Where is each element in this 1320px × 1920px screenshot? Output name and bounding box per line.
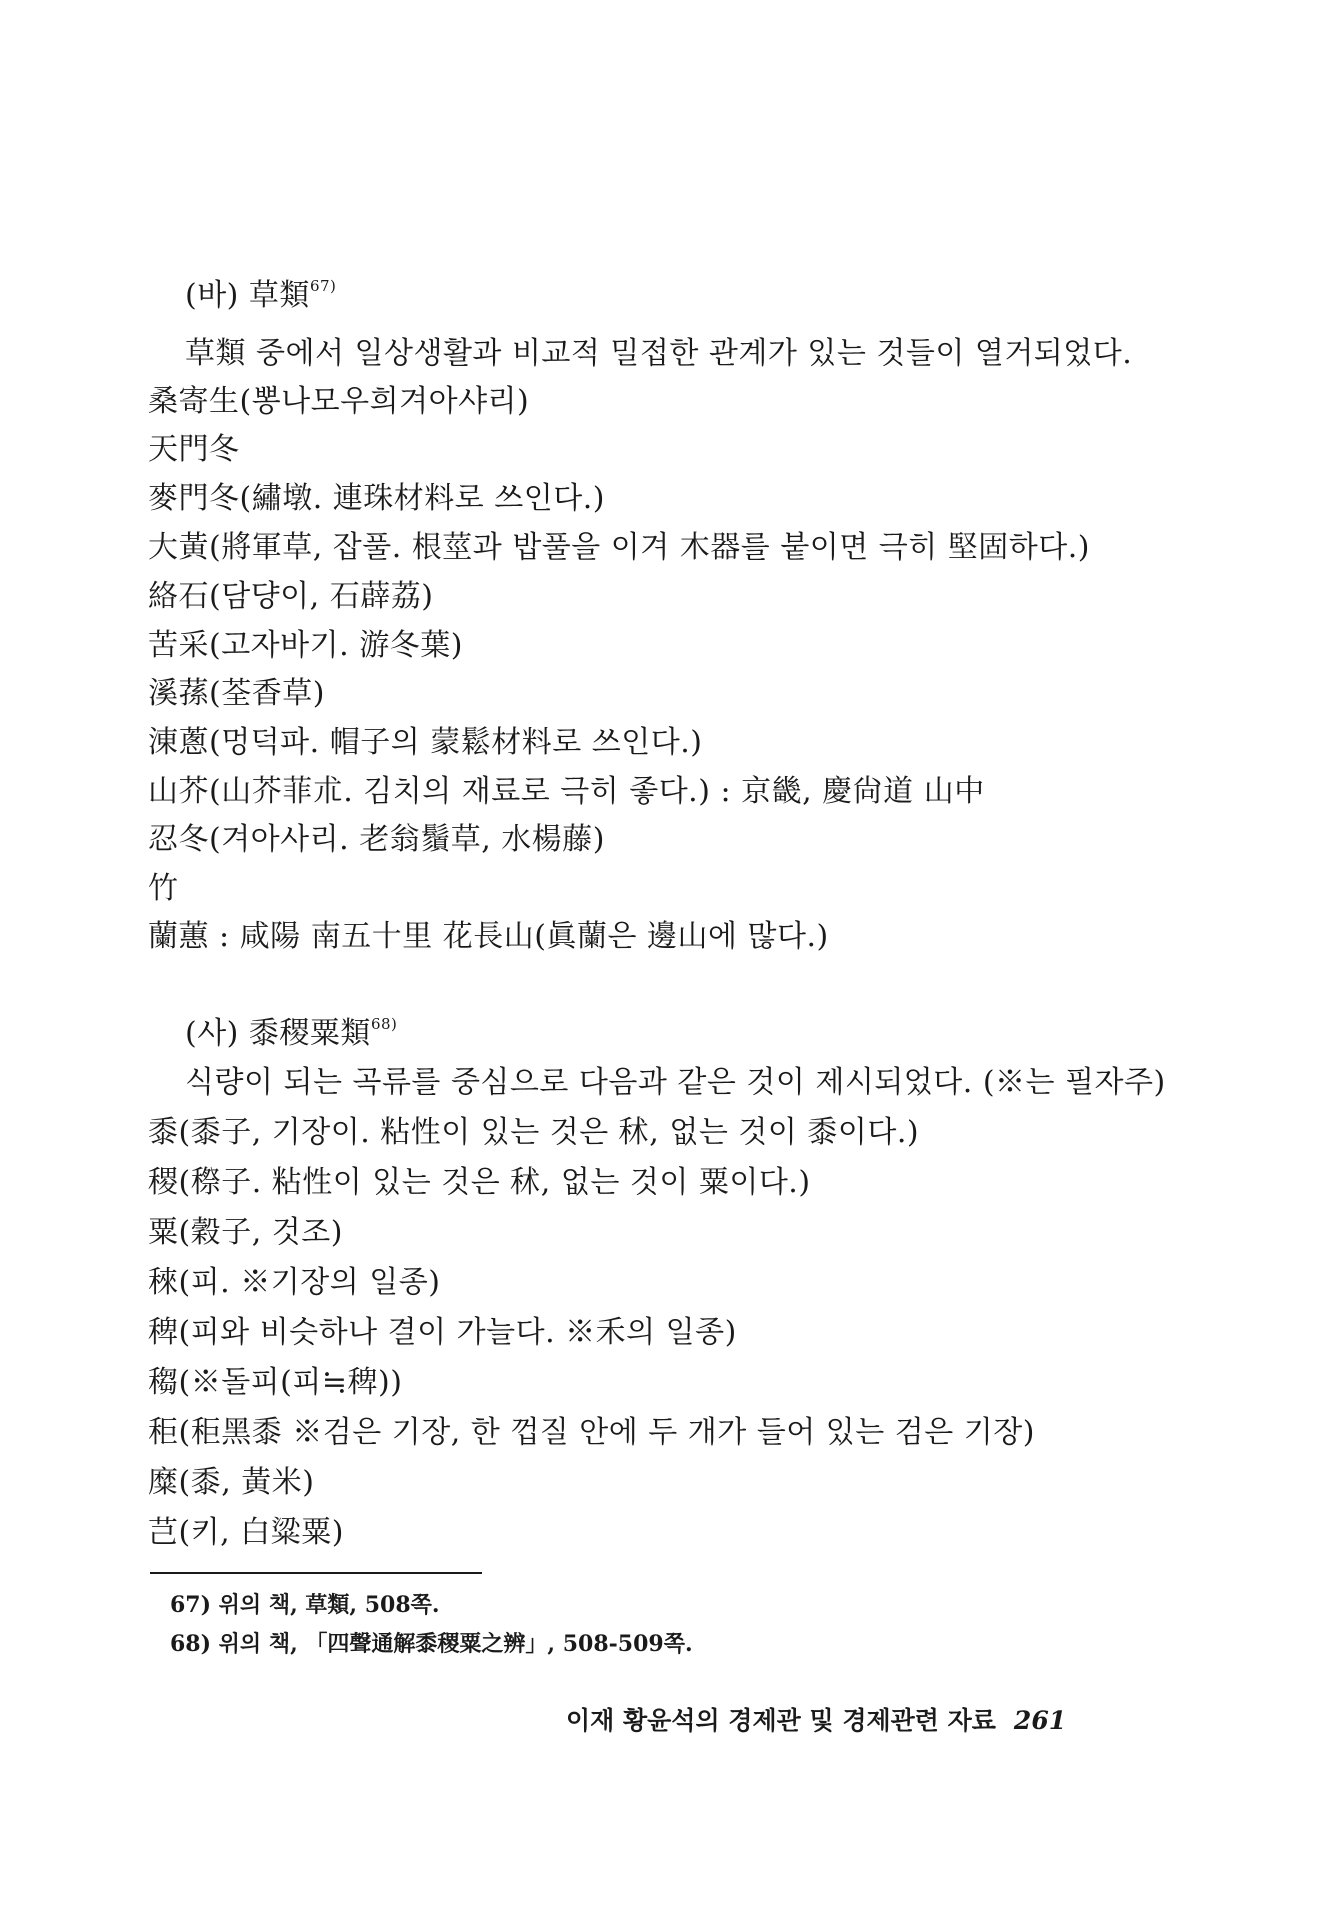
list-item: 糜(黍, 黃米) <box>148 1465 315 1500</box>
list-item: 絡石(담댱이, 石薜荔) <box>148 579 434 614</box>
page-number: 261 <box>1013 1706 1067 1735</box>
list-item: 䅘(피. ※기장의 일종) <box>148 1265 441 1300</box>
footnote-divider <box>150 1572 482 1574</box>
list-item: 山芥(山芥菲朮. 김치의 재료로 극히 좋다.) : 京畿, 慶尙道 山中 <box>148 774 985 809</box>
footnote-67: 67) 위의 책, 草類, 508쪽. <box>170 1592 440 1618</box>
list-item: 蘭蕙 : 咸陽 南五十里 花長山(眞蘭은 邊山에 많다.) <box>148 919 829 954</box>
list-item: 桑寄生(뽕나모우희겨아샤리) <box>148 384 530 419</box>
list-item: 苦采(고자바기. 游冬葉) <box>148 628 463 663</box>
section-sa-intro: 식량이 되는 곡류를 중심으로 다음과 같은 것이 제시되었다. (※는 필자주) <box>185 1065 1166 1100</box>
list-item: 䅳(※돌피(피≒稗)) <box>148 1365 403 1400</box>
list-item: 稷(穄子. 粘性이 있는 것은 秫, 없는 것이 粟이다.) <box>148 1165 811 1200</box>
section-ba-intro: 草類 중에서 일상생활과 비교적 밀접한 관계가 있는 것들이 열거되었다. <box>185 336 1133 371</box>
running-footer-title: 이재 황윤석의 경제관 및 경제관련 자료 <box>566 1706 996 1735</box>
list-item: 粟(穀子, 것조) <box>148 1215 343 1250</box>
list-item: 忍冬(겨아사리. 老翁鬚草, 水楊藤) <box>148 822 605 857</box>
list-item: 涷蔥(멍덕파. 帽子의 蒙鬆材料로 쓰인다.) <box>148 725 703 760</box>
list-item: 大黃(將軍草, 잡풀. 根莖과 밥풀을 이겨 木器를 붙이면 극히 堅固하다.) <box>148 530 1090 565</box>
list-item: 竹 <box>148 871 179 906</box>
section-sa-title: (사) 黍稷粟類 <box>185 1016 371 1051</box>
list-item: 黍(黍子, 기장이. 粘性이 있는 것은 秫, 없는 것이 黍이다.) <box>148 1115 920 1150</box>
list-item: 稗(피와 비슷하나 결이 가늘다. ※禾의 일종) <box>148 1315 737 1350</box>
list-item: 芑(키, 白粱粟) <box>148 1515 344 1550</box>
list-item: 溪蓀(荃香草) <box>148 676 325 711</box>
section-ba-title: (바) 草類 <box>185 278 310 313</box>
list-item: 天門冬 <box>148 432 240 467</box>
footnote-ref-68: 68) <box>370 1015 398 1033</box>
footnote-68: 68) 위의 책, 「四聲通解黍稷粟之辨」, 508-509쪽. <box>170 1631 693 1657</box>
running-footer <box>566 1704 1066 1738</box>
section-sa-heading <box>185 1014 397 1054</box>
list-item: 秬(秬黑黍 ※검은 기장, 한 껍질 안에 두 개가 들어 있는 검은 기장) <box>148 1415 1035 1450</box>
section-ba-heading <box>185 276 336 316</box>
list-item: 麥門冬(繡墩. 連珠材料로 쓰인다.) <box>148 481 605 516</box>
footnote-ref-67: 67) <box>309 277 337 295</box>
